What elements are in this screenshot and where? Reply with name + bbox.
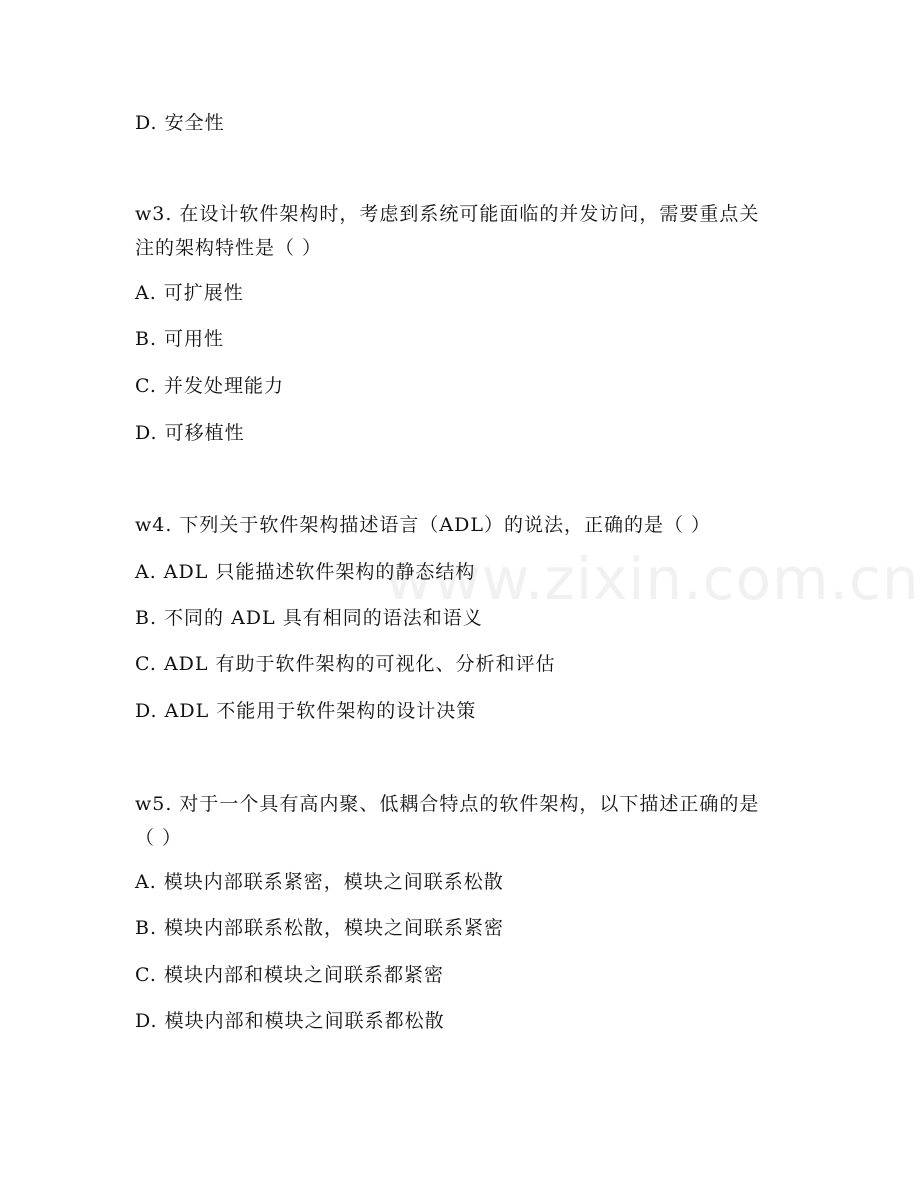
q5-option-b: B. 模块内部联系松散，模块之间联系紧密 (135, 917, 505, 939)
q4-option-b: B. 不同的 ADL 具有相同的语法和语义 (135, 607, 483, 629)
q5-option-d: D. 模块内部和模块之间联系都松散 (135, 1010, 445, 1032)
q4-option-c: C. ADL 有助于软件架构的可视化、分析和评估 (135, 653, 556, 675)
q3-option-c: C. 并发处理能力 (135, 375, 284, 397)
q2-option-d: D. 安全性 (135, 112, 225, 134)
q5-option-a: A. 模块内部联系紧密，模块之间联系松散 (135, 871, 504, 893)
watermark: www.zixin.com.cn (385, 545, 920, 613)
q4-option-a: A. ADL 只能描述软件架构的静态结构 (135, 561, 476, 583)
q3-option-a: A. 可扩展性 (135, 282, 244, 304)
q3-option-b: B. 可用性 (135, 328, 225, 350)
q5-option-c: C. 模块内部和模块之间联系都紧密 (135, 964, 444, 986)
q5-question: w5. 对于一个具有高内聚、低耦合特点的软件架构，以下描述正确的是（ ） (135, 793, 760, 849)
q3-question: w3. 在设计软件架构时，考虑到系统可能面临的并发访问，需要重点关注的架构特性是（ ） (135, 203, 760, 259)
q4-question: w4. 下列关于软件架构描述语言（ADL）的说法，正确的是（ ） (135, 514, 712, 536)
q3-option-d: D. 可移植性 (135, 422, 245, 444)
q4-option-d: D. ADL 不能用于软件架构的设计决策 (135, 700, 477, 722)
